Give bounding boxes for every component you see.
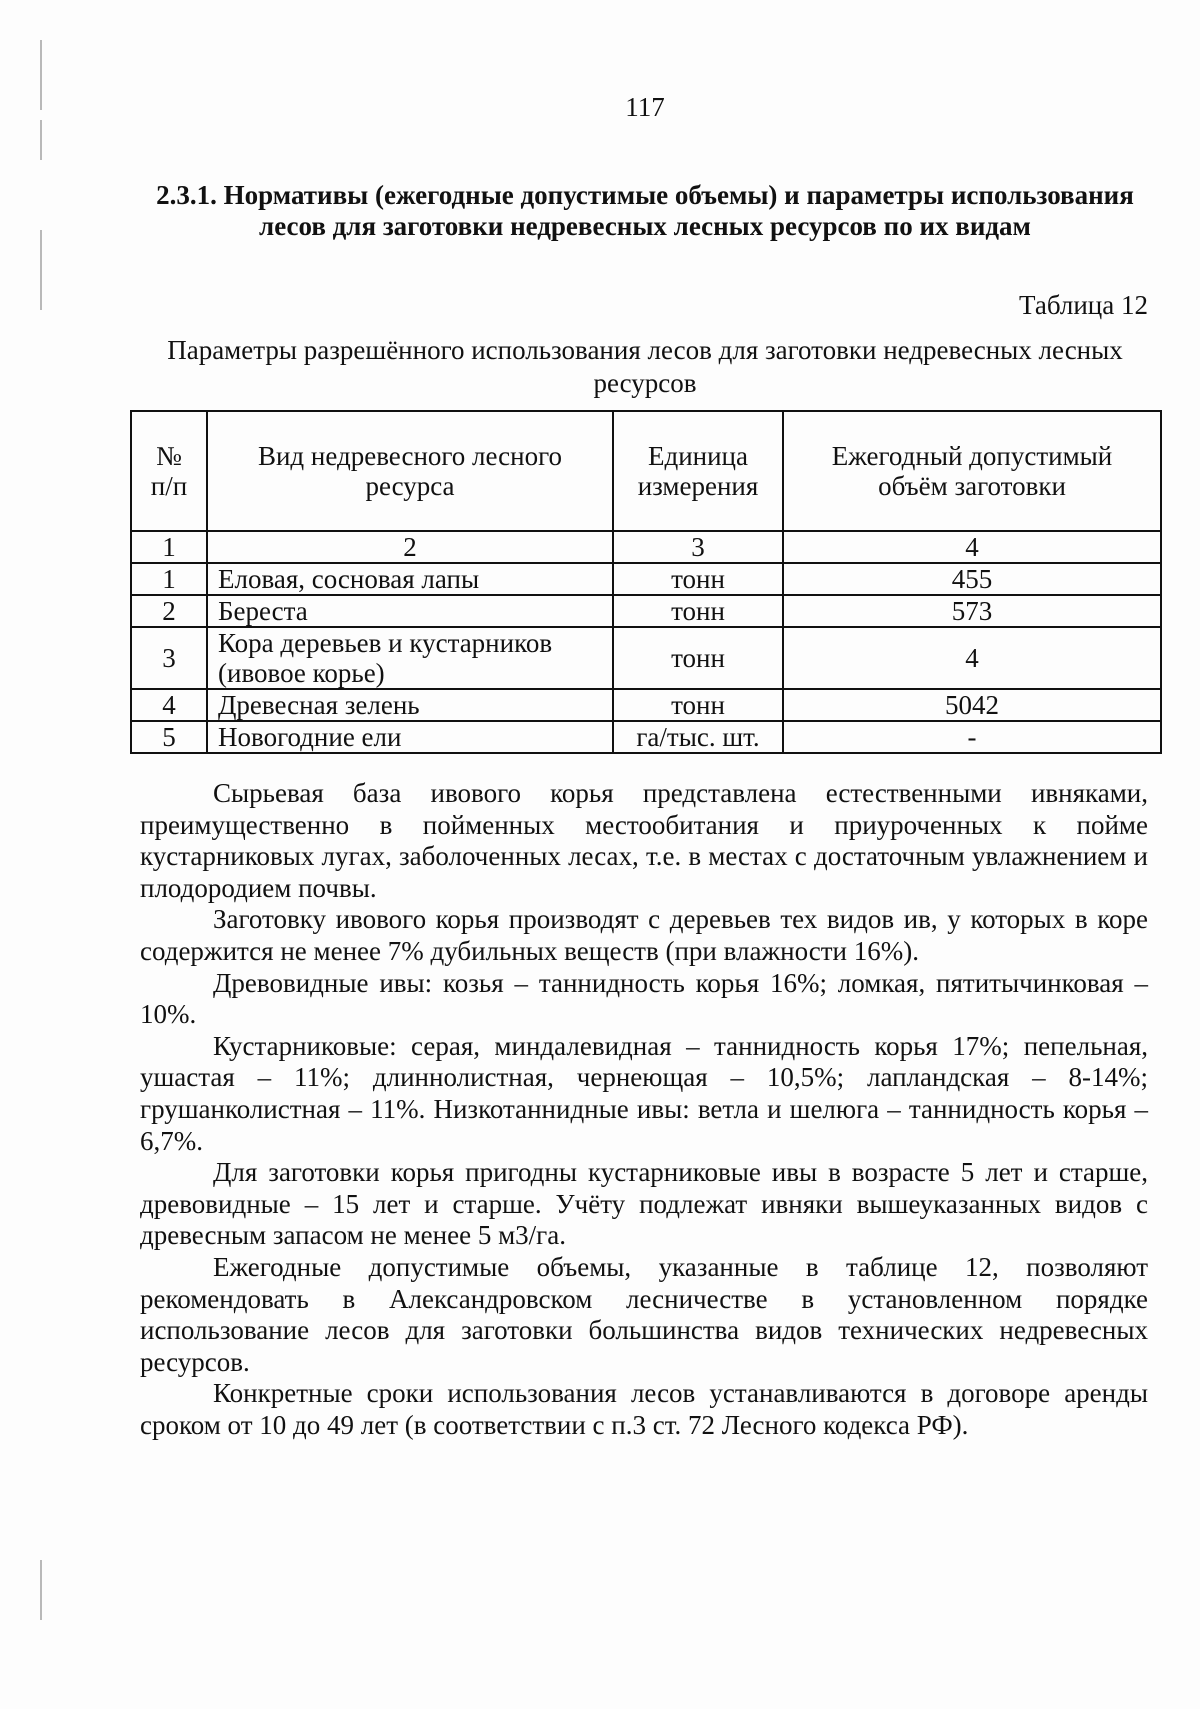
resource-unit: га/тыс. шт. xyxy=(613,721,783,753)
body-text xyxy=(140,778,1148,1441)
header-unit: Единица измерения xyxy=(613,411,783,531)
column-number: 1 xyxy=(131,531,207,563)
paragraph: Кустарниковые: серая, миндалевидная – таннидность корья 17%; пепельная, ушастая – 11%; длиннолистная, чернеющая – 10,5%; лапландская – 8-14%; грушанколистная – 11%. Низкотаннидные ивы: ветла и шелюга – таннидность корья – 6,7%. xyxy=(140,1030,1148,1156)
resource-volume: 573 xyxy=(783,595,1161,627)
resource-unit: тонн xyxy=(613,595,783,627)
paragraph: Для заготовки корья пригодны кустарниковые ивы в возрасте 5 лет и старше, древовидные – 15 лет и старше. Учёту подлежат ивняки вышеуказанных видов с древесным запасом не менее 5 м3/га. xyxy=(140,1157,1148,1251)
paragraph: Конкретные сроки использования лесов устанавливаются в договоре аренды сроком от 10 до 49 лет (в соответствии с п.3 ст. 72 Лесного кодекса РФ). xyxy=(140,1378,1148,1440)
scan-edge-mark xyxy=(40,1560,42,1620)
page-number: 117 xyxy=(625,92,665,122)
row-number: 2 xyxy=(131,595,207,627)
scan-edge-mark xyxy=(40,230,42,310)
scan-edge-mark xyxy=(40,120,42,160)
header-number: № п/п xyxy=(131,411,207,531)
row-number: 3 xyxy=(131,627,207,689)
resource-name: Кора деревьев и кустарников (ивовое корье) xyxy=(207,627,613,689)
table-row xyxy=(131,689,1161,721)
resource-volume: 455 xyxy=(783,563,1161,595)
resource-volume: 4 xyxy=(783,627,1161,689)
header-annual-volume: Ежегодный допустимый объём заготовки xyxy=(783,411,1161,531)
resource-name: Новогодние ели xyxy=(207,721,613,753)
row-number: 4 xyxy=(131,689,207,721)
paragraph: Ежегодные допустимые объемы, указанные в таблице 12, позволяют рекомендовать в Александровском лесничестве в установленном порядке использование лесов для заготовки большинства видов технических недревесных ресурсов. xyxy=(140,1251,1148,1377)
paragraph: Сырьевая база ивового корья представлена естественными ивняками, преимущественно в пойменных местообитания и приуроченных к пойме кустарниковых лугах, заболоченных лесах, т.е. в местах с достаточным увлажнением и плодородием почвы. xyxy=(140,778,1148,903)
resource-name: Береста xyxy=(207,595,613,627)
resource-unit: тонн xyxy=(613,563,783,595)
resource-table xyxy=(130,410,1162,754)
header-resource-type: Вид недревесного лесного ресурса xyxy=(207,411,613,531)
table-caption: Таблица 12 xyxy=(1019,290,1148,320)
column-number-row xyxy=(131,531,1161,563)
paragraph: Древовидные ивы: козья – таннидность корья 16%; ломкая, пятитычинковая – 10%. xyxy=(140,967,1148,1030)
column-number: 2 xyxy=(207,531,613,563)
resource-volume: - xyxy=(783,721,1161,753)
table-header-row xyxy=(131,411,1161,531)
row-number: 5 xyxy=(131,721,207,753)
column-number: 4 xyxy=(783,531,1161,563)
resource-name: Древесная зелень xyxy=(207,689,613,721)
resource-unit: тонн xyxy=(613,689,783,721)
column-number: 3 xyxy=(613,531,783,563)
resource-volume: 5042 xyxy=(783,689,1161,721)
table-row xyxy=(131,563,1161,595)
table-row xyxy=(131,627,1161,689)
row-number: 1 xyxy=(131,563,207,595)
section-title: 2.3.1. Нормативы (ежегодные допустимые объемы) и параметры использования лесов для заготовки недревесных лесных ресурсов по их видам xyxy=(156,180,1134,241)
paragraph: Заготовку ивового корья производят с деревьев тех видов ив, у которых в коре содержится не менее 7% дубильных веществ (при влажности 16%). xyxy=(140,904,1148,966)
table-row xyxy=(131,721,1161,753)
resource-name: Еловая, сосновая лапы xyxy=(207,563,613,595)
table-row xyxy=(131,595,1161,627)
table-title: Параметры разрешённого использования лесов для заготовки недревесных лесных ресурсов xyxy=(167,335,1123,398)
resource-table-container xyxy=(130,410,1160,754)
resource-unit: тонн xyxy=(613,627,783,689)
